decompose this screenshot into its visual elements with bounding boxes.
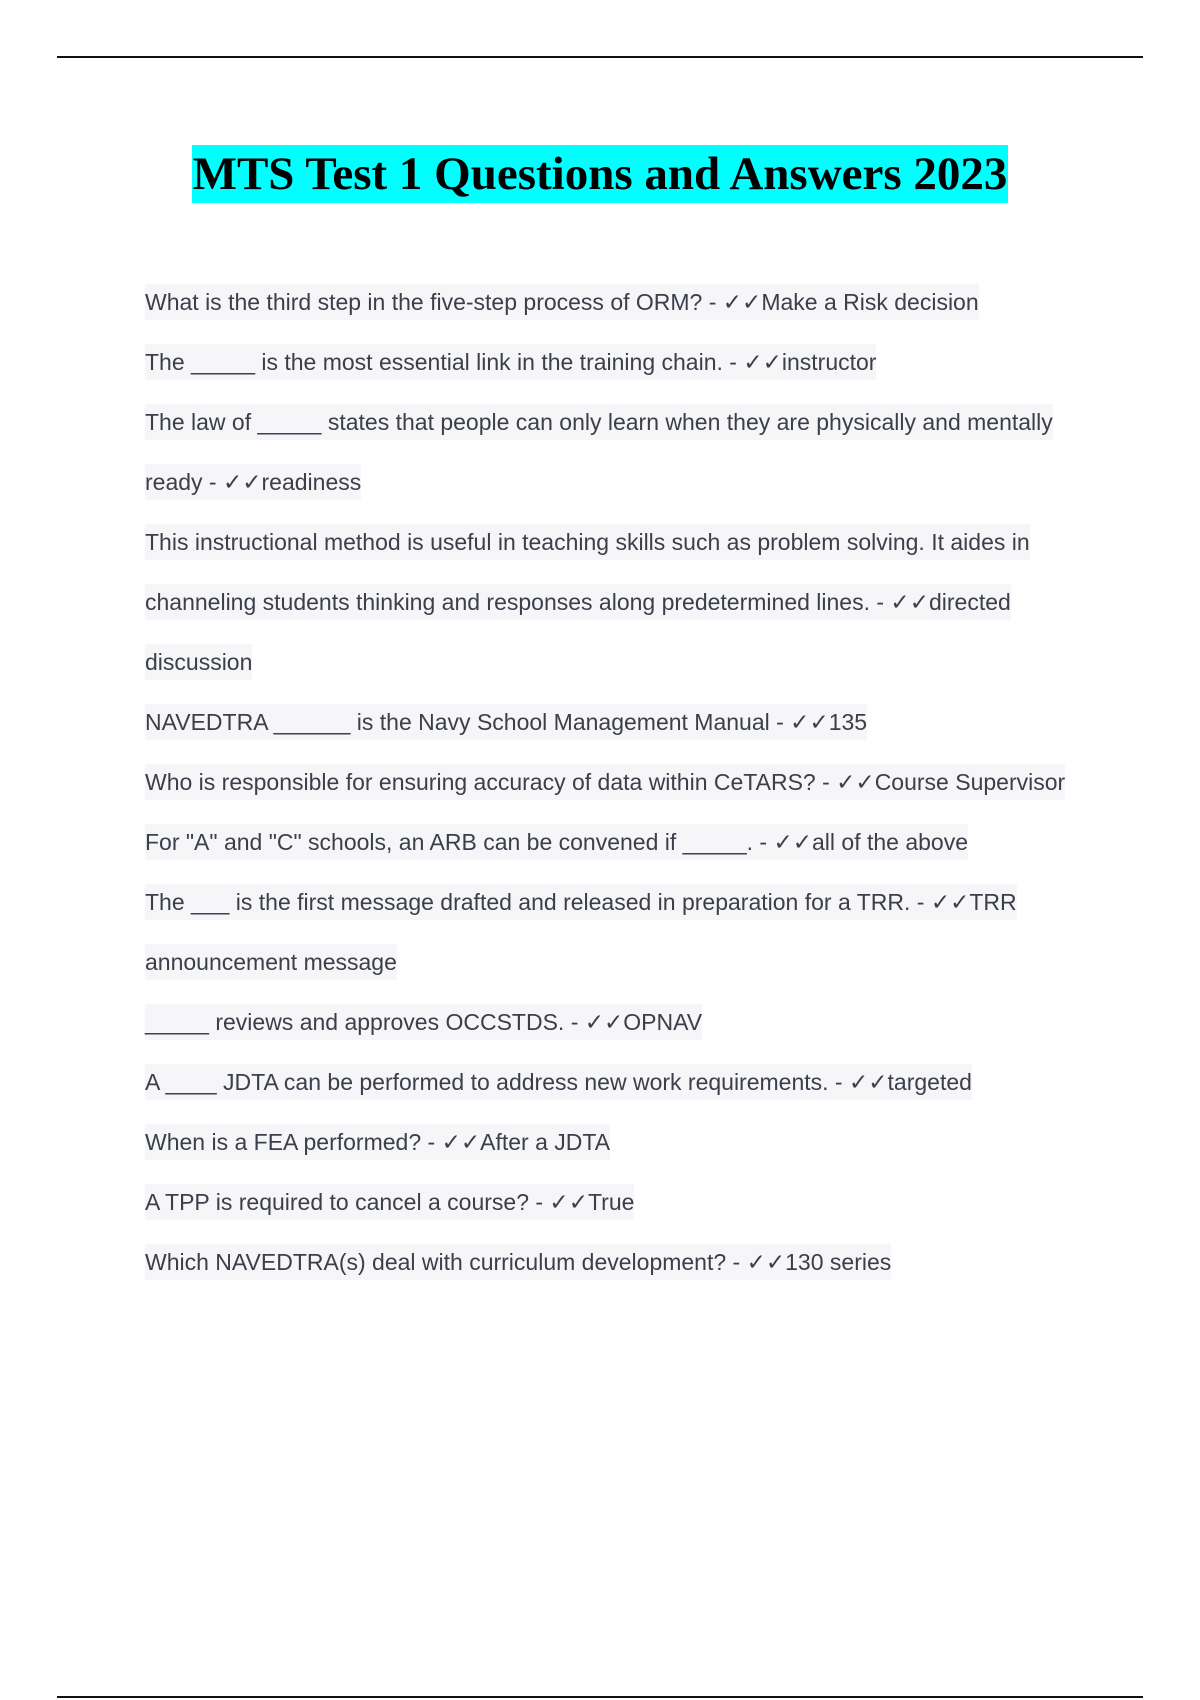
qa-item-5 <box>145 692 1085 752</box>
qa-text: A ____ JDTA can be performed to address new work requirements. - ✓✓targeted <box>145 1064 972 1100</box>
qa-item-8 <box>145 872 1085 992</box>
qa-item-10 <box>145 1052 1085 1112</box>
qa-item-9 <box>145 992 1085 1052</box>
qa-item-7 <box>145 812 1085 872</box>
qa-item-1 <box>145 272 1085 332</box>
footer-rule <box>57 1696 1143 1698</box>
qa-item-3 <box>145 392 1085 512</box>
qa-text: A TPP is required to cancel a course? - ✓✓True <box>145 1184 634 1220</box>
qa-text: _____ reviews and approves OCCSTDS. - ✓✓OPNAV <box>145 1004 702 1040</box>
qa-item-4 <box>145 512 1085 692</box>
qa-text: When is a FEA performed? - ✓✓After a JDTA <box>145 1124 610 1160</box>
qa-text: For "A" and "C" schools, an ARB can be convened if _____. - ✓✓all of the above <box>145 824 968 860</box>
header-rule <box>57 56 1143 58</box>
qa-text: The law of _____ states that people can only learn when they are physically and mentally ready - ✓✓readiness <box>145 404 1053 500</box>
qa-text: Who is responsible for ensuring accuracy of data within CeTARS? - ✓✓Course Supervisor <box>145 764 1065 800</box>
title-container <box>0 145 1200 203</box>
qa-text: The _____ is the most essential link in the training chain. - ✓✓instructor <box>145 344 876 380</box>
qa-item-12 <box>145 1172 1085 1232</box>
qa-text: What is the third step in the five-step process of ORM? - ✓✓Make a Risk decision <box>145 284 979 320</box>
qa-list <box>145 272 1085 1292</box>
qa-text: This instructional method is useful in teaching skills such as problem solving. It aides in channeling students thinking and responses along predetermined lines. - ✓✓directed discussion <box>145 524 1030 680</box>
qa-item-2 <box>145 332 1085 392</box>
document-title: MTS Test 1 Questions and Answers 2023 <box>192 145 1009 203</box>
qa-item-11 <box>145 1112 1085 1172</box>
qa-text: NAVEDTRA ______ is the Navy School Management Manual - ✓✓135 <box>145 704 867 740</box>
qa-text: The ___ is the first message drafted and released in preparation for a TRR. - ✓✓TRR announcement message <box>145 884 1017 980</box>
qa-item-6 <box>145 752 1085 812</box>
qa-item-13 <box>145 1232 1085 1292</box>
qa-text: Which NAVEDTRA(s) deal with curriculum development? - ✓✓130 series <box>145 1244 891 1280</box>
